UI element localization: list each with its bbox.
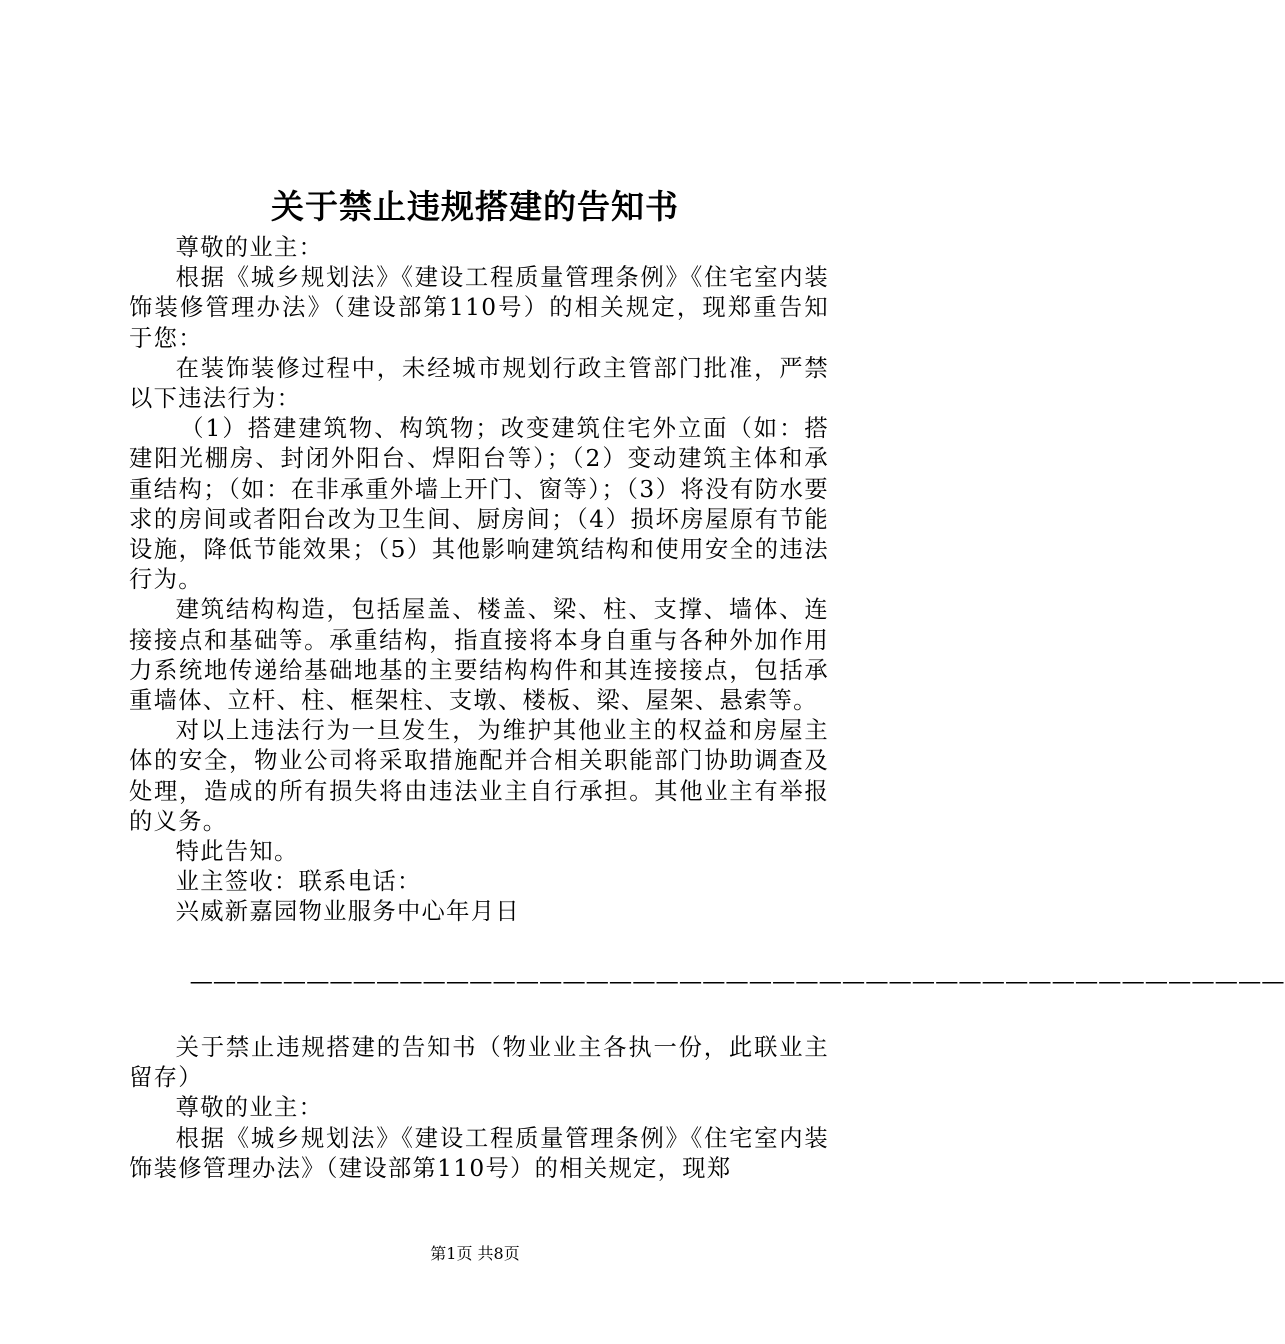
paragraph-legal-basis: 根据《城乡规划法》《建设工程质量管理条例》《住宅室内装饰装修管理办法》（建设部第110号）的相关规定，现郑重告知于您：	[129, 264, 829, 352]
issuer-line: 兴威新嘉园物业服务中心年月日	[175, 898, 520, 926]
paragraph-structure-definition: 建筑结构构造，包括屋盖、楼盖、梁、柱、支撑、墙体、连接接点和基础等。承重结构，指直接将本身自重与各种外加作用力系统地传递给基础地基的主要结构构件和其连接接点，包括承重墙体、立杆、柱、框架柱、支墩、楼板、梁、屋架、悬索等。	[129, 596, 829, 715]
notice-closing: 特此告知。	[175, 838, 299, 866]
stub-paragraph-legal-basis: 根据《城乡规划法》《建设工程质量管理条例》《住宅室内装饰装修管理办法》（建设部第110号）的相关规定，现郑	[129, 1124, 829, 1182]
owner-signature-line: 业主签收：联系电话：	[175, 868, 422, 896]
notice-section-stub	[129, 1033, 829, 1184]
stub-salutation: 尊敬的业主：	[175, 1094, 324, 1122]
paragraph-prohibited-acts: （1）搭建建筑物、构筑物；改变建筑住宅外立面（如：搭建阳光棚房、封闭外阳台、焊阳台等）；（2）变动建筑主体和承重结构；（如：在非承重外墙上开门、窗等）；（3）将没有防水要求的房间或者阳台改为卫生间、厨房间；（4）损坏房屋原有节能设施，降低节能效果；（5）其他影响建筑结构和使用安全的违法行为。	[129, 415, 829, 594]
paragraph-consequences: 对以上违法行为一旦发生，为维护其他业主的权益和房屋主体的安全，物业公司将采取措施配并合相关职能部门协助调查及处理，造成的所有损失将由违法业主自行承担。其他业主有举报的义务。	[129, 717, 829, 835]
cut-line-divider: ———————————————————————————————————————————————	[189, 968, 1285, 995]
paragraph-prohibition-intro: 在装饰装修过程中，未经城市规划行政主管部门批准，严禁以下违法行为：	[129, 354, 829, 413]
notice-section-main	[129, 233, 829, 928]
page-number-footer: 第1页 共8页	[430, 1244, 520, 1263]
salutation: 尊敬的业主：	[175, 234, 324, 261]
stub-heading: 关于禁止违规搭建的告知书（物业业主各执一份，此联业主留存）	[129, 1034, 829, 1092]
document-title: 关于禁止违规搭建的告知书	[271, 187, 679, 226]
